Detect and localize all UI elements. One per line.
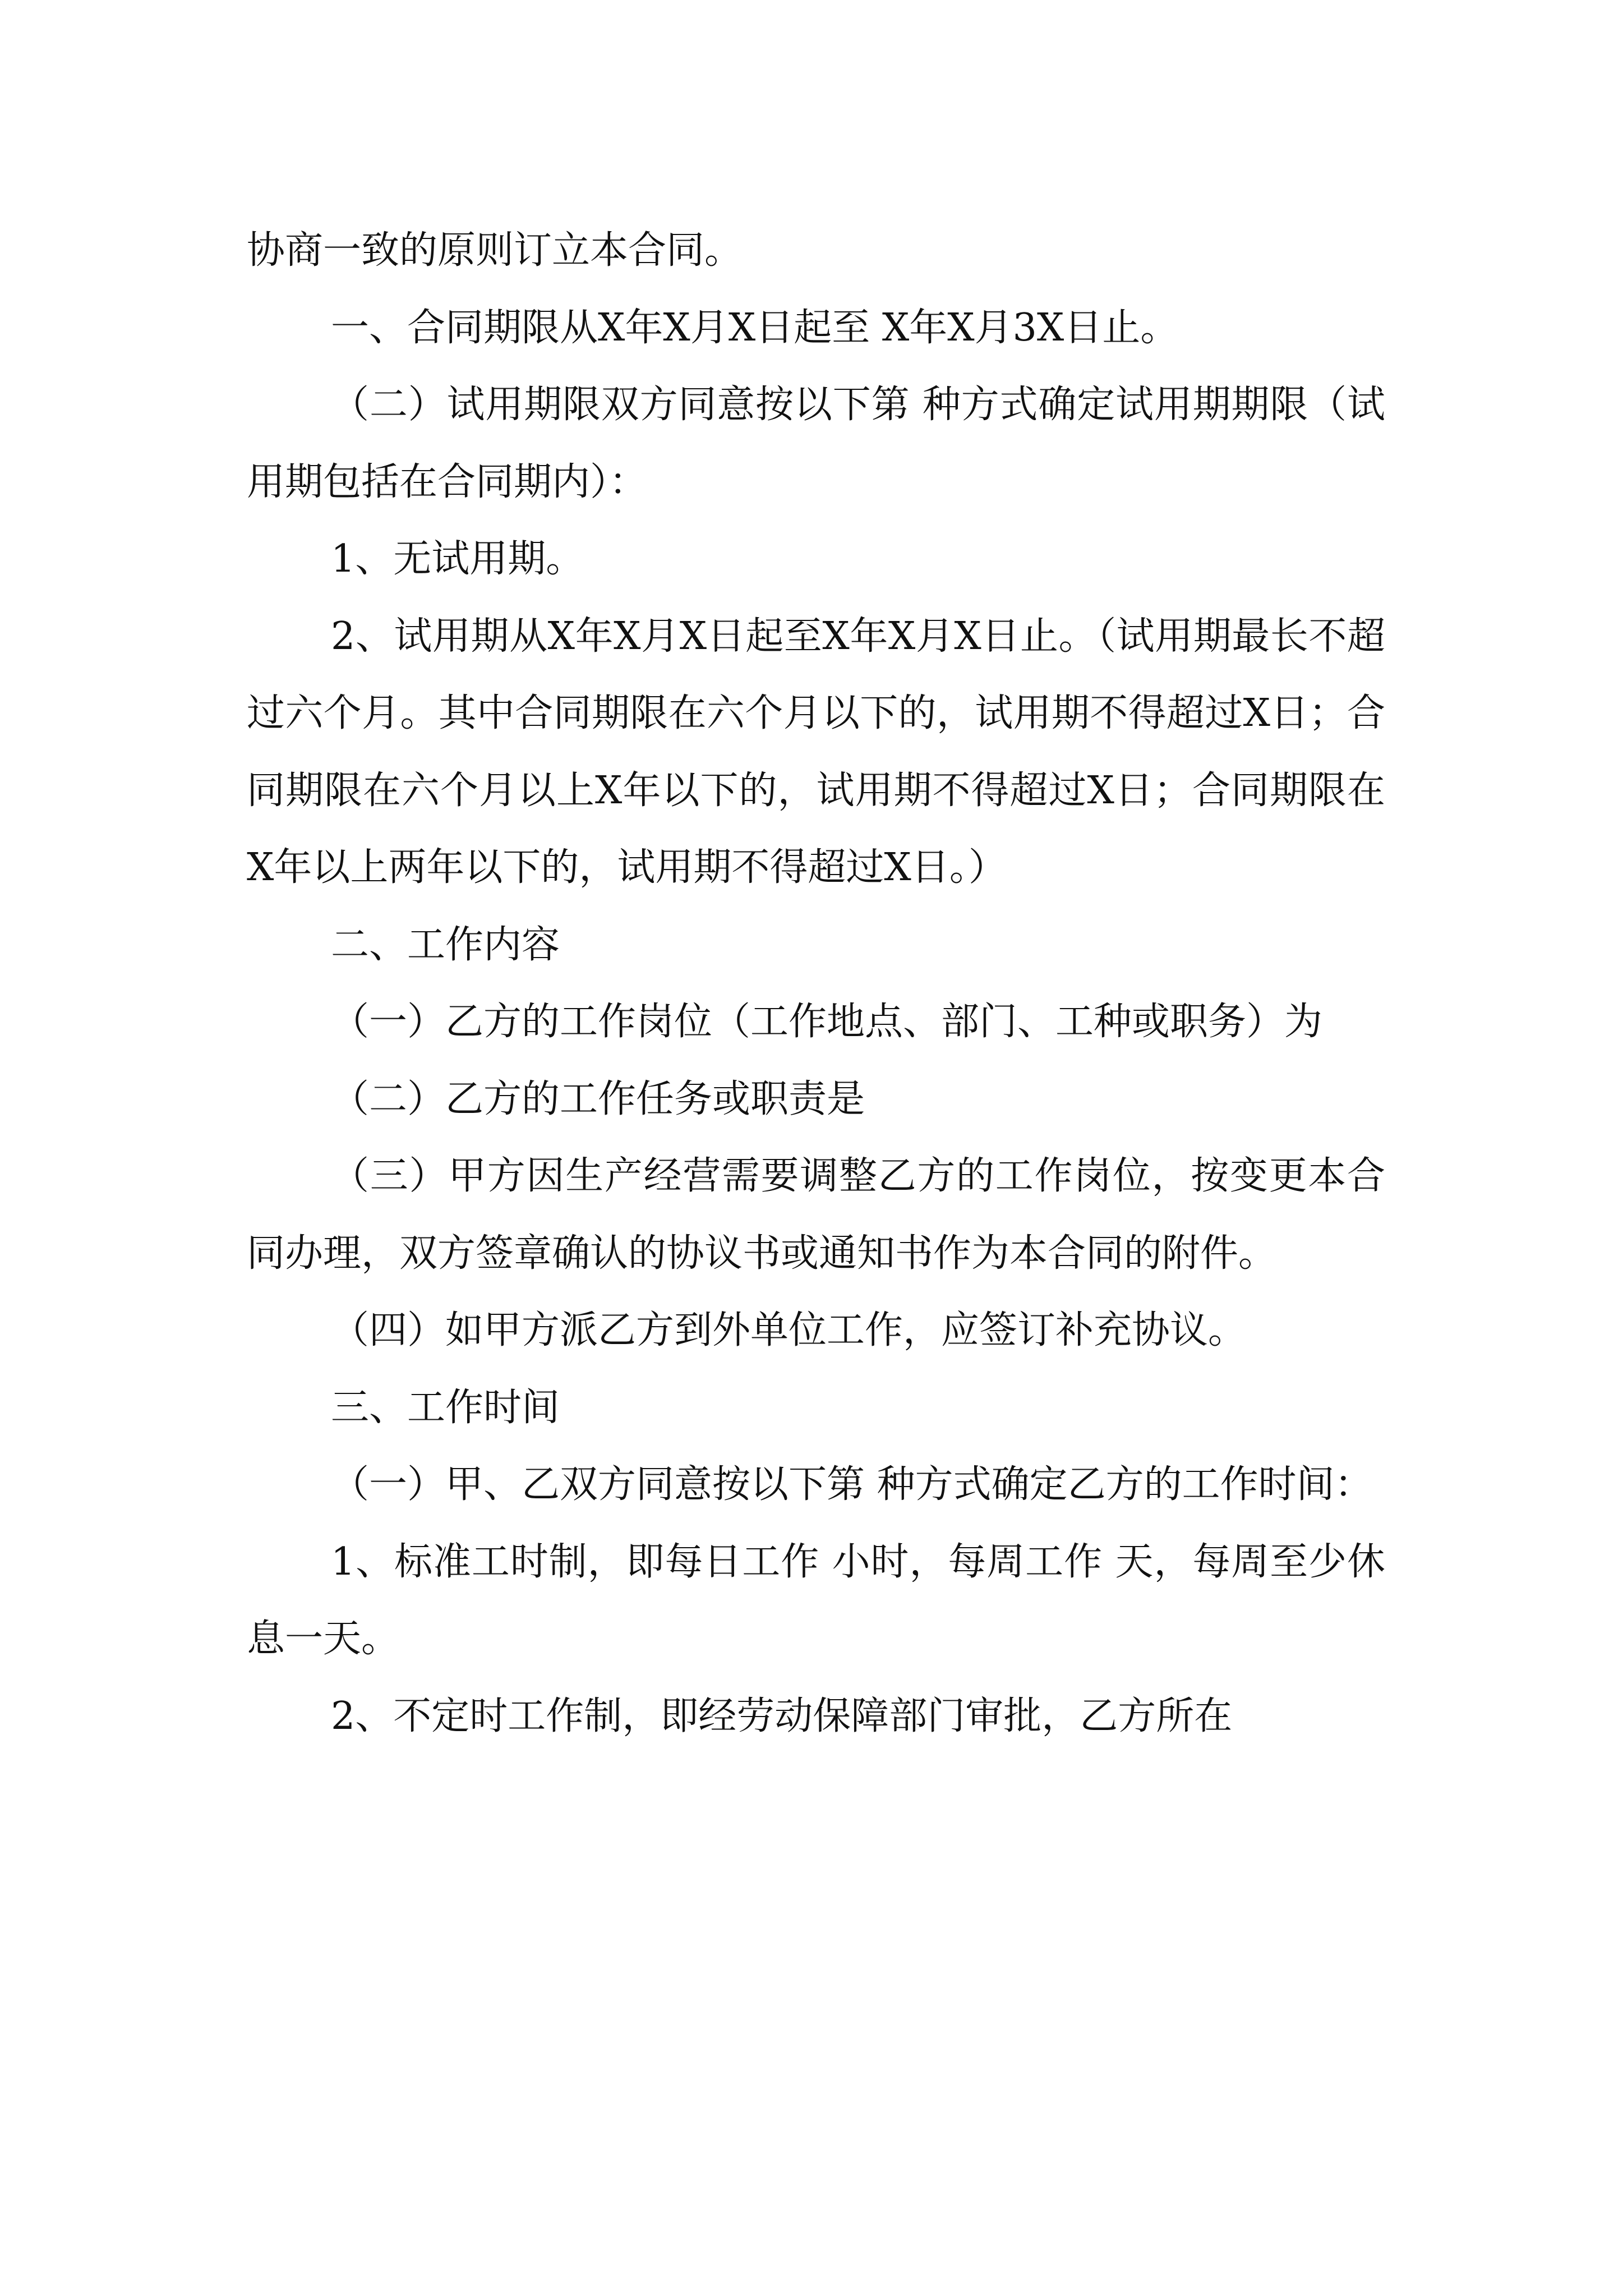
clause-position-adjustment: （三）甲方因生产经营需要调整乙方的工作岗位，按变更本合同办理，双方签章确认的协议书或通知书作为本合同的附件。 — [247, 1154, 1385, 1276]
clause-work-position: （一）乙方的工作岗位（工作地点、部门、工种或职务）为 — [331, 1000, 1323, 1044]
contract-body — [247, 212, 1385, 1755]
option-no-probation: 1、无试用期。 — [331, 537, 584, 581]
option-probation-period: 2、试用期从X年X月X日起至X年X月X日止。（试用期最长不超过六个月。其中合同期限在六个月以下的，试用期不得超过X日；合同期限在六个月以上X年以下的，试用期不得超过X日；合同期限在X年以上两年以下的，试用期不得超过X日。） — [247, 614, 1385, 890]
section-heading-work-time: 三、工作时间 — [331, 1385, 560, 1430]
section-heading-work-content: 二、工作内容 — [331, 922, 560, 967]
option-standard-hours: 1、标准工时制，即每日工作 小时，每周工作 天，每周至少休息一天。 — [247, 1539, 1385, 1661]
clause-external-assignment: （四）如甲方派乙方到外单位工作，应签订补充协议。 — [331, 1308, 1247, 1352]
clause-work-time-method: （一）甲、乙双方同意按以下第 种方式确定乙方的工作时间： — [331, 1462, 1373, 1507]
paragraph-continuation: 协商一致的原则订立本合同。 — [247, 228, 743, 273]
option-flexible-hours: 2、不定时工作制，即经劳动保障部门审批，乙方所在 — [331, 1694, 1233, 1738]
clause-contract-term: 一、合同期限从X年X月X日起至 X年X月3X日止。 — [331, 305, 1179, 350]
clause-probation-term: （二）试用期限双方同意按以下第 种方式确定试用期期限（试用期包括在合同期内）： — [247, 383, 1385, 504]
clause-work-duties: （二）乙方的工作任务或职责是 — [331, 1076, 865, 1121]
